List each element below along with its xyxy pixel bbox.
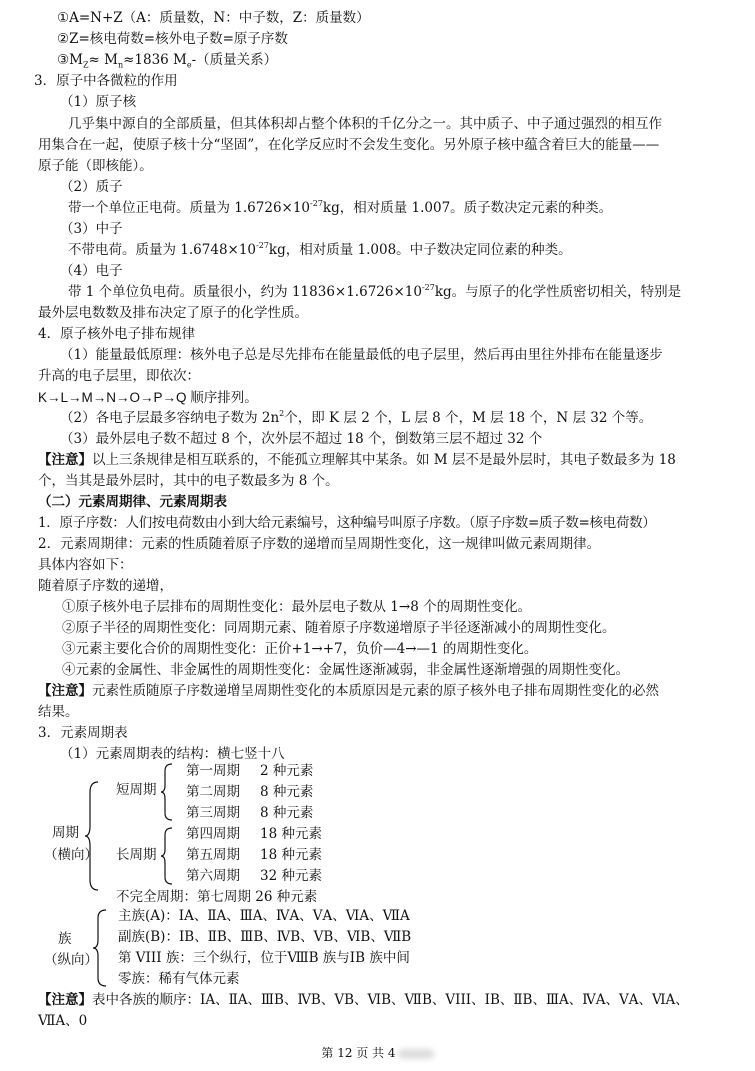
paragraph-line: 具体内容如下：: [38, 557, 133, 573]
periodic-item-4: ④元素的金属性、非金属性的周期性变化：金属性逐渐减弱，非金属性逐渐增强的周期性变化。: [62, 662, 629, 678]
period-row-1: 第一周期 2 种元素: [186, 763, 314, 779]
formula-line-1: ①A=N+Z（A：质量数，N：中子数，Z：质量数）: [57, 10, 370, 26]
paragraph-line: 几乎集中源自的全部质量，但其体积却占整个体积的千亿分之一。其中质子、中子通过强烈的相互作: [68, 116, 662, 132]
period-row-3: 第三周期 8 种元素: [186, 805, 314, 821]
long-period-brace: [160, 826, 174, 886]
subheading-proton: （2）质子: [60, 179, 123, 195]
section-heading-3: 3．原子中各微粒的作用: [34, 73, 178, 89]
zero-group: 零族：稀有气体元素: [118, 971, 240, 987]
period-row-6: 第六周期 32 种元素: [186, 868, 322, 884]
section-heading-2: （二）元素周期律、元素周期表: [38, 494, 227, 510]
shell-order: K→L→M→N→O→P→Q 顺序排列。: [38, 390, 258, 405]
subheading-nucleus: （1）原子核: [60, 94, 137, 110]
proton-text: 带一个单位正电荷。质量为 $1.6726\times 10^{-27}kg$，相对质量 1.007。质子数决定元素的种类。: [68, 198, 613, 216]
subheading-electron: （4）电子: [60, 263, 123, 279]
note-1: 【注意】以上三条规律是相互联系的，不能孤立理解其中某条。如 M 层不是最外层时，其电子数最多为 18: [38, 452, 676, 468]
period-row-4: 第四周期 18 种元素: [186, 826, 322, 842]
period-label: 周期: [52, 825, 79, 841]
paragraph-line: （1）能量最低原理：核外电子总是尽先排布在能量最低的电子层里，然后再由里往外排布在能量逐步: [60, 347, 663, 363]
atomic-number-def: 1．原子序数：人们按电荷数由小到大给元素编号，这种编号叫原子序数。（原子序数=质子数=核电荷数）: [38, 515, 656, 531]
short-period-label: 短周期: [116, 782, 157, 798]
group-label-sub: （纵向）: [44, 952, 98, 968]
paragraph-line: 用集合在一起，使原子核十分“坚固”，在化学反应时不会发生变化。另外原子核中蕴含着巨大的能量——: [38, 137, 660, 153]
note-3: 【注意】表中各族的顺序：ⅠA、ⅡA、ⅢB、ⅣB、ⅤB、ⅥB、ⅦB、VIII、ⅠB、ⅡB、ⅢA、ⅣA、ⅤA、ⅥA、ⅦA、0: [38, 992, 689, 1029]
section-heading-4: 4．原子核外电子排布规律: [38, 326, 196, 342]
periodic-law-def: 2．元素周期律：元素的性质随着原子序数的递增而呈周期性变化，这一规律叫做元素周期律。: [38, 536, 601, 552]
neutron-text: 不带电荷。质量为 $1.6748\times 10^{-27}kg$，相对质量 1.008。中子数决定同位素的种类。: [68, 240, 572, 258]
paragraph-line: 原子能（即核能）。: [38, 158, 153, 174]
paragraph-line: 随着原子序数的递增，: [38, 578, 173, 594]
section-heading-periodic-table: 3．元素周期表: [38, 725, 128, 741]
group-viii: 第 VIII 族：三个纵行，位于ⅧB 族与ⅠB 族中间: [118, 950, 410, 966]
note-2: 【注意】元素性质随原子序数递增呈周期性变化的本质原因是元素的原子核外电子排布周期性变化的必然: [38, 683, 659, 699]
long-period-label: 长周期: [116, 847, 157, 863]
table-structure: （1）元素周期表的结构：横七竖十八: [60, 746, 285, 762]
rule-3: （3）最外层电子数不超过 8 个，次外层不超过 18 个，倒数第三层不超过 32 个: [60, 431, 543, 447]
short-period-brace: [160, 762, 174, 822]
periodic-item-3: ③元素主要化合价的周期性变化：正价+1→+7，负价—4→—1 的周期性变化。: [62, 641, 538, 657]
paragraph-line: 结果。: [38, 704, 79, 720]
sub-group: 副族(B)：ⅠB、ⅡB、ⅢB、ⅣB、ⅤB、ⅥB、ⅦB: [118, 929, 412, 945]
period-label-sub: （横向）: [44, 847, 98, 863]
group-brace: [92, 908, 108, 988]
group-label: 族: [58, 931, 72, 947]
period-row-5: 第五周期 18 种元素: [186, 847, 322, 863]
main-group: 主族(A)：ⅠA、ⅡA、ⅢA、ⅣA、ⅤA、ⅥA、ⅦA: [118, 908, 410, 924]
incomplete-period: 不完全周期：第七周期 26 种元素: [116, 889, 318, 905]
page-footer: 第 12 页 共 4: [0, 1043, 755, 1064]
rule-2: （2）各电子层最多容纳电子数为 $2n^2$个，即 K 层 2 个，L 层 8 个，M 层 18 个，N 层 32 个等。: [60, 408, 653, 426]
periodic-item-2: ②原子半径的周期性变化：同周期元素、随着原子序数递增原子半径逐渐减小的周期性变化。: [62, 620, 616, 636]
formula-line-2: ②Z=核电荷数=核外电子数=原子序数: [57, 31, 288, 47]
periodic-item-1: ①原子核外电子层排布的周期性变化：最外层电子数从 1→8 个的周期性变化。: [62, 599, 532, 615]
electron-text: 带 1 个单位负电荷。质量很小，约为 $11836\times 1.6726\times 10^{-27}kg$。与原子的化学性质密切相关，特别是: [68, 282, 682, 300]
paragraph-line: 个，当其是最外层时，其中的电子数最多为 8 个。: [38, 473, 339, 489]
period-outer-brace: [84, 780, 100, 892]
subheading-neutron: （3）中子: [60, 221, 123, 237]
formula-line-3: $③M_Z\approx M_n\approx 1836$ $M_e-$（质量关系）: [57, 52, 278, 70]
paragraph-line: 最外层电数数及排布决定了原子的化学性质。: [38, 305, 308, 321]
paragraph-line: 升高的电子层里，即依次：: [38, 368, 200, 384]
period-row-2: 第二周期 8 种元素: [186, 784, 314, 800]
